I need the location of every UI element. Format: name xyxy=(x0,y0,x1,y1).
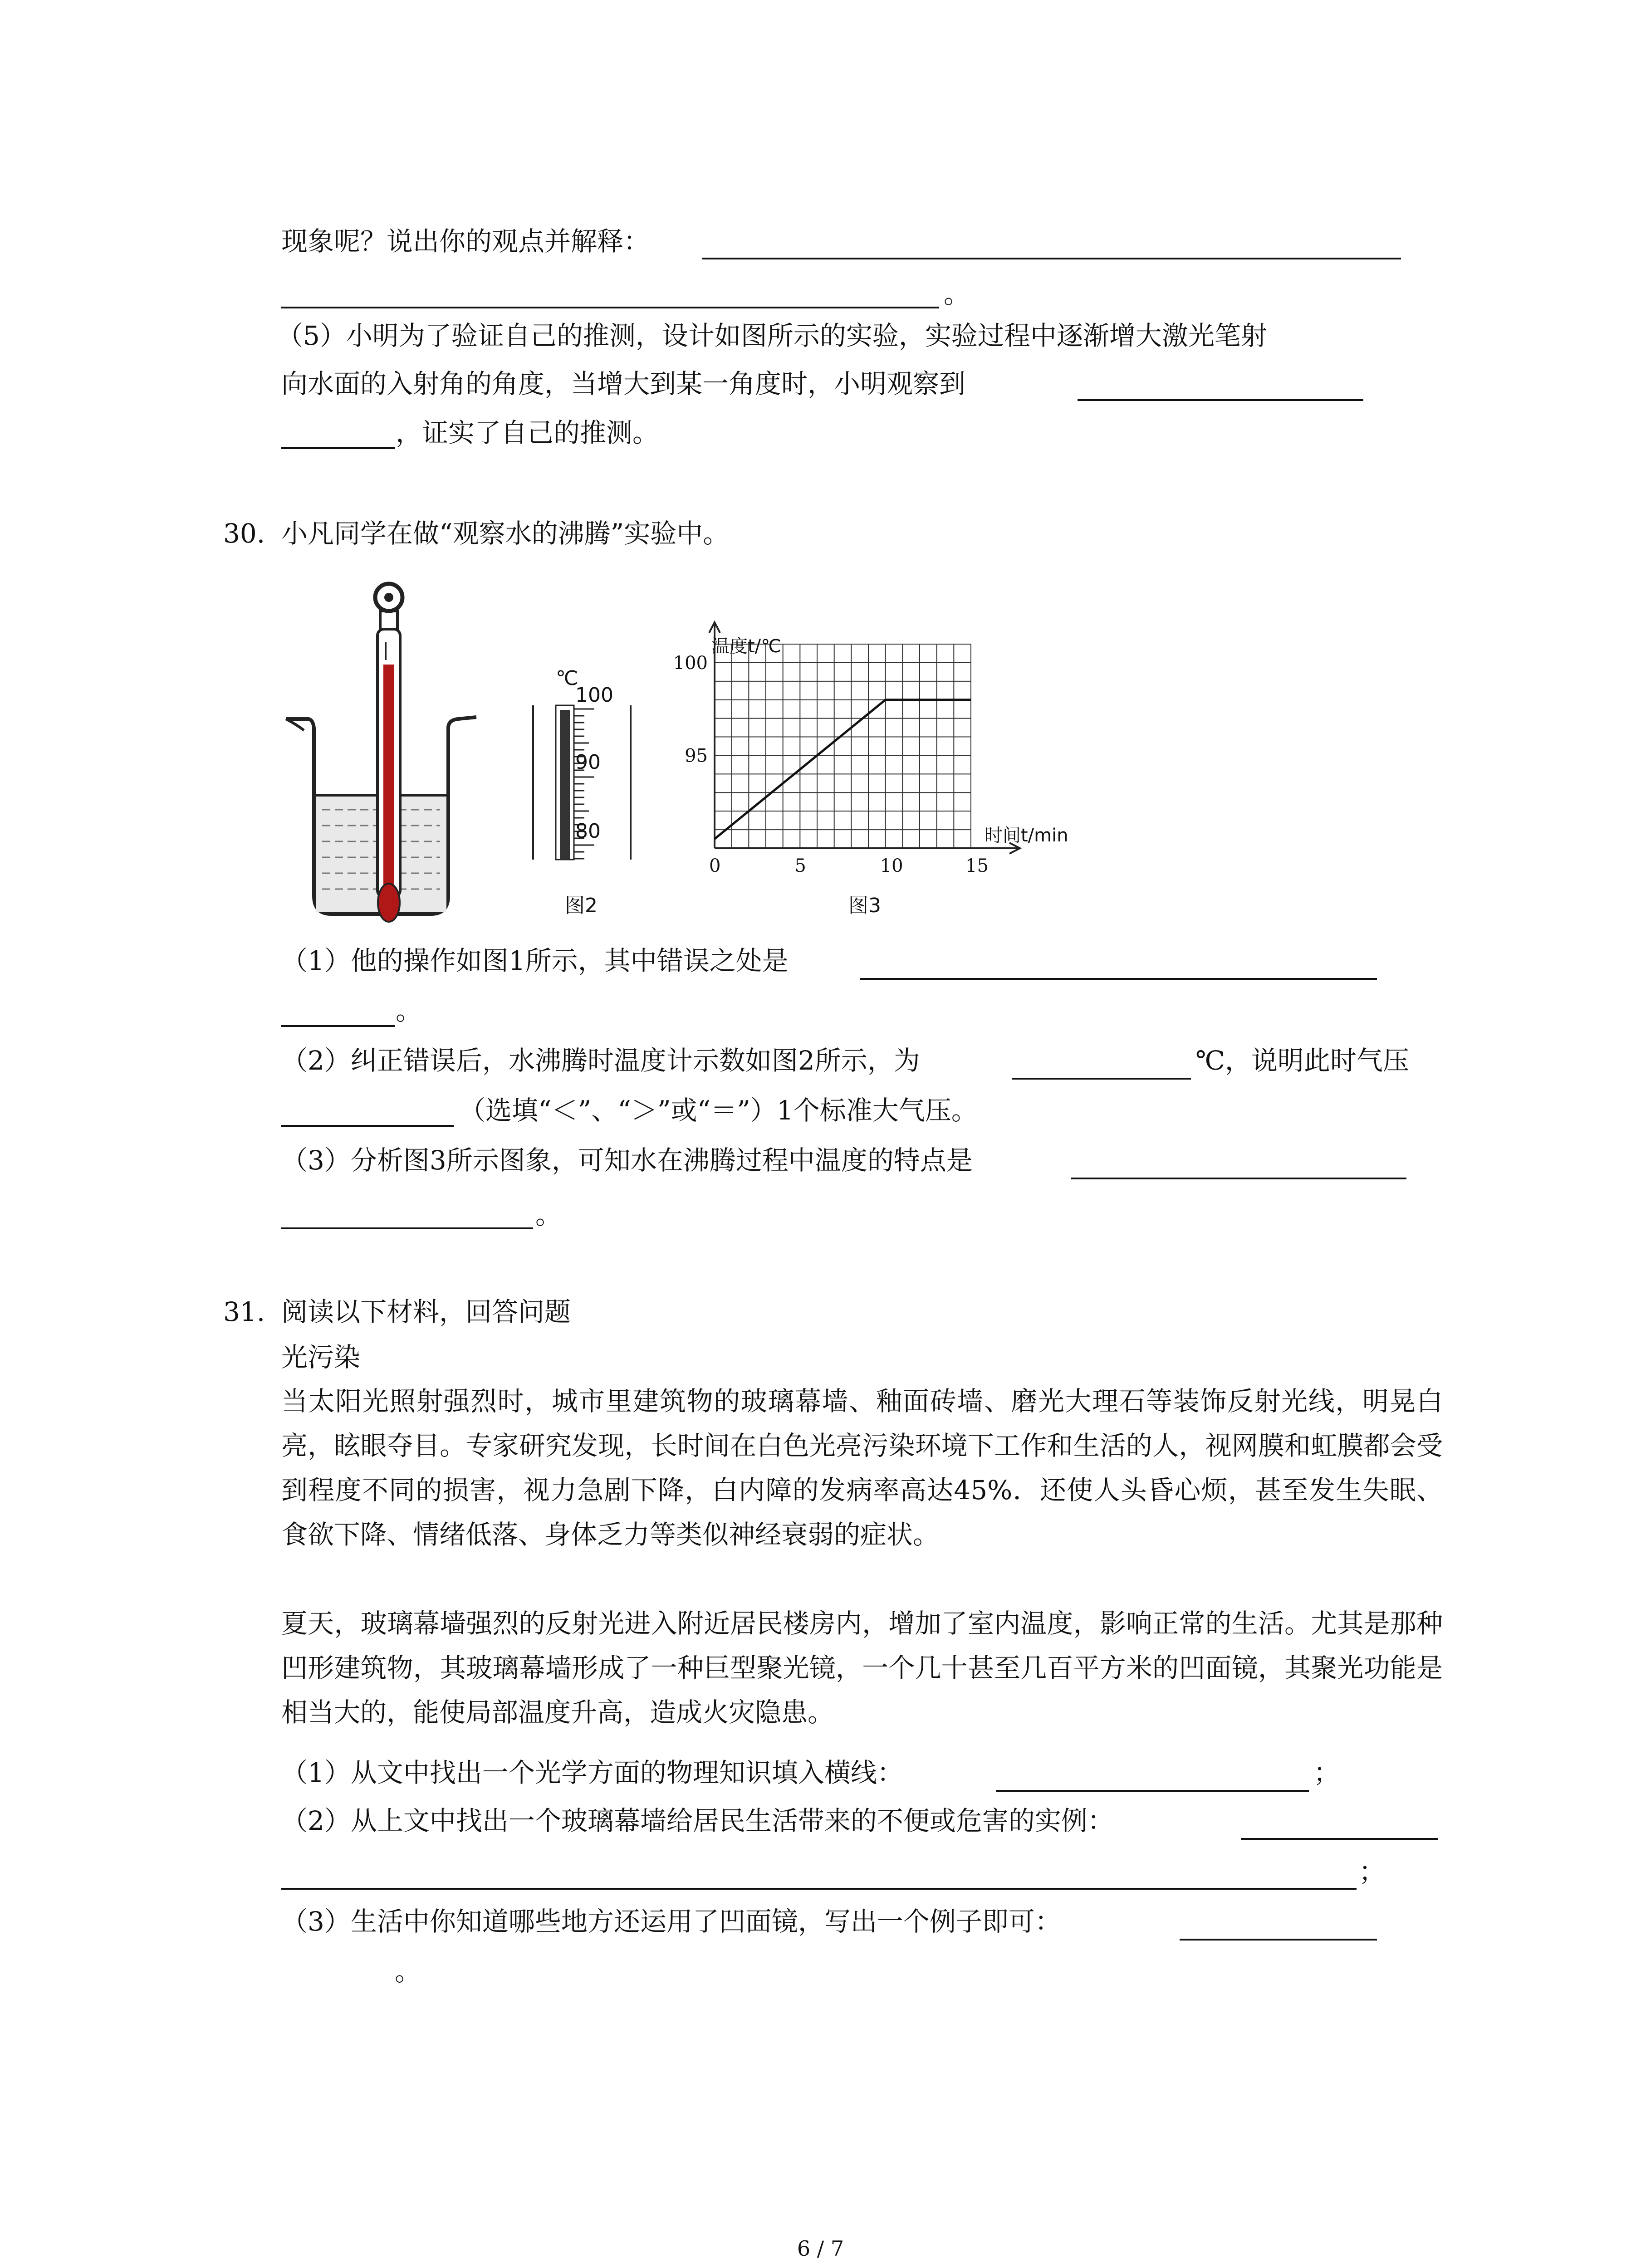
chart-y-axis-label: 温度t/℃ xyxy=(711,636,782,657)
figure2-label-100: 100 xyxy=(575,684,613,707)
chart-series-line xyxy=(715,700,971,839)
page-number: 6 / 7 xyxy=(797,2236,844,2261)
q29-p5-line1: （5）小明为了验证自己的推测，设计如图所示的实验，实验过程中逐渐增大激光笔射 xyxy=(277,320,1267,351)
q30-stem: 小凡同学在做“观察水的沸腾”实验中。 xyxy=(281,518,730,549)
figure3-caption: 图3 xyxy=(848,894,881,917)
q30-sub2-b: ℃，说明此时气压 xyxy=(1195,1045,1409,1076)
q29-line1-end: 。 xyxy=(944,279,970,309)
chart-x-tick-label: 15 xyxy=(965,855,989,876)
q30-sub2-blank-1[interactable] xyxy=(1012,1078,1191,1080)
q30-sub2-c: （选填“＜”、“＞”或“＝”）1个标准大气压。 xyxy=(459,1095,978,1126)
q29-p5-blank-1[interactable] xyxy=(1078,399,1363,401)
q31-sub3: （3）生活中你知道哪些地方还运用了凹面镜，写出一个例子即可： xyxy=(281,1906,1061,1937)
chart-grid xyxy=(715,644,971,848)
figure2-label-80: 80 xyxy=(575,820,601,843)
figure1-beaker-thermometer xyxy=(277,578,490,925)
q30-sub2-blank-2[interactable] xyxy=(281,1125,454,1127)
q31-stem: 阅读以下材料，回答问题 xyxy=(281,1296,571,1327)
chart-x-axis-label: 时间t/min xyxy=(985,825,1068,846)
figure3-temperature-chart xyxy=(671,617,1098,916)
chart-x-tick-label: 5 xyxy=(794,855,806,876)
q29-answer-blank-2[interactable] xyxy=(281,307,939,308)
chart-x-tick-label: 10 xyxy=(880,855,903,876)
q30-sub3: （3）分析图3所示图象，可知水在沸腾过程中温度的特点是 xyxy=(281,1145,973,1176)
q31-sub2-blank-2[interactable] xyxy=(281,1888,1357,1890)
q31-sub1-blank[interactable] xyxy=(996,1790,1309,1792)
q31-sub2: （2）从上文中找出一个玻璃幕墙给居民生活带来的不便或危害的实例： xyxy=(281,1805,1114,1836)
chart-y-tick-label: 95 xyxy=(685,745,708,767)
q31-sub1: （1）从文中找出一个光学方面的物理知识填入横线： xyxy=(281,1757,903,1788)
q30-sub1-blank[interactable] xyxy=(860,978,1377,980)
q30-sub3-end: 。 xyxy=(535,1199,562,1230)
chart-y-tick-label: 100 xyxy=(673,652,708,674)
q30-sub2-a: （2）纠正错误后，水沸腾时温度计示数如图2所示，为 xyxy=(281,1045,920,1076)
q29-answer-blank-1[interactable] xyxy=(702,258,1401,259)
q31-title: 光污染 xyxy=(281,1342,361,1373)
figure2-caption: 图2 xyxy=(565,894,598,917)
q31-sub1-end: ； xyxy=(1313,1757,1340,1788)
q31-number: 31. xyxy=(223,1296,265,1327)
figure2-unit-label: ℃ xyxy=(556,667,578,690)
chart-x-tick-label: 0 xyxy=(709,855,721,876)
q29-p5-line3: ，证实了自己的推测。 xyxy=(396,417,659,448)
q31-sub3-blank[interactable] xyxy=(1180,1939,1377,1941)
q30-sub3-blank-2[interactable] xyxy=(281,1227,533,1229)
q29-p5-line2: 向水面的入射角的角度，当增大到某一角度时，小明观察到 xyxy=(281,368,966,399)
q30-sub1-end: 。 xyxy=(396,995,422,1026)
q30-sub3-blank[interactable] xyxy=(1071,1178,1406,1179)
q31-para1: 当太阳光照射强烈时，城市里建筑物的玻璃幕墙、釉面砖墙、磨光大理石等装饰反射光线，明晃白亮，眩眼夺目。专家研究发现，长时间在白色光亮污染环境下工作和生活的人，视网膜和虹膜都会受到程度不同的损害，视力急剧下降，白内障的发病率高达45%．还使人头昏心烦，甚至发生失眠、食欲下降、情绪低落、身体乏力等类似神经衰弱的症状。 xyxy=(281,1386,1443,1550)
q30-number: 30. xyxy=(223,518,265,549)
q31-sub2-blank[interactable] xyxy=(1241,1838,1438,1840)
q29-p5-blank-2[interactable] xyxy=(281,447,395,449)
figure2-label-90: 90 xyxy=(575,751,601,774)
q30-sub1: （1）他的操作如图1所示，其中错误之处是 xyxy=(281,945,789,976)
q31-sub2-end: ； xyxy=(1359,1856,1386,1887)
q30-sub1-blank-2[interactable] xyxy=(281,1025,395,1027)
q31-para2: 夏天，玻璃幕墙强烈的反射光进入附近居民楼房内，增加了室内温度，影响正常的生活。尤其是那种凹形建筑物，其玻璃幕墙形成了一种巨型聚光镜，一个几十甚至几百平方米的凹面镜，其聚光功能是相当大的，能使局部温度升高，造成火灾隐患。 xyxy=(281,1608,1443,1728)
q31-sub3-end: 。 xyxy=(395,1956,421,1987)
q29-line1: 现象呢？说出你的观点并解释： xyxy=(281,226,650,257)
